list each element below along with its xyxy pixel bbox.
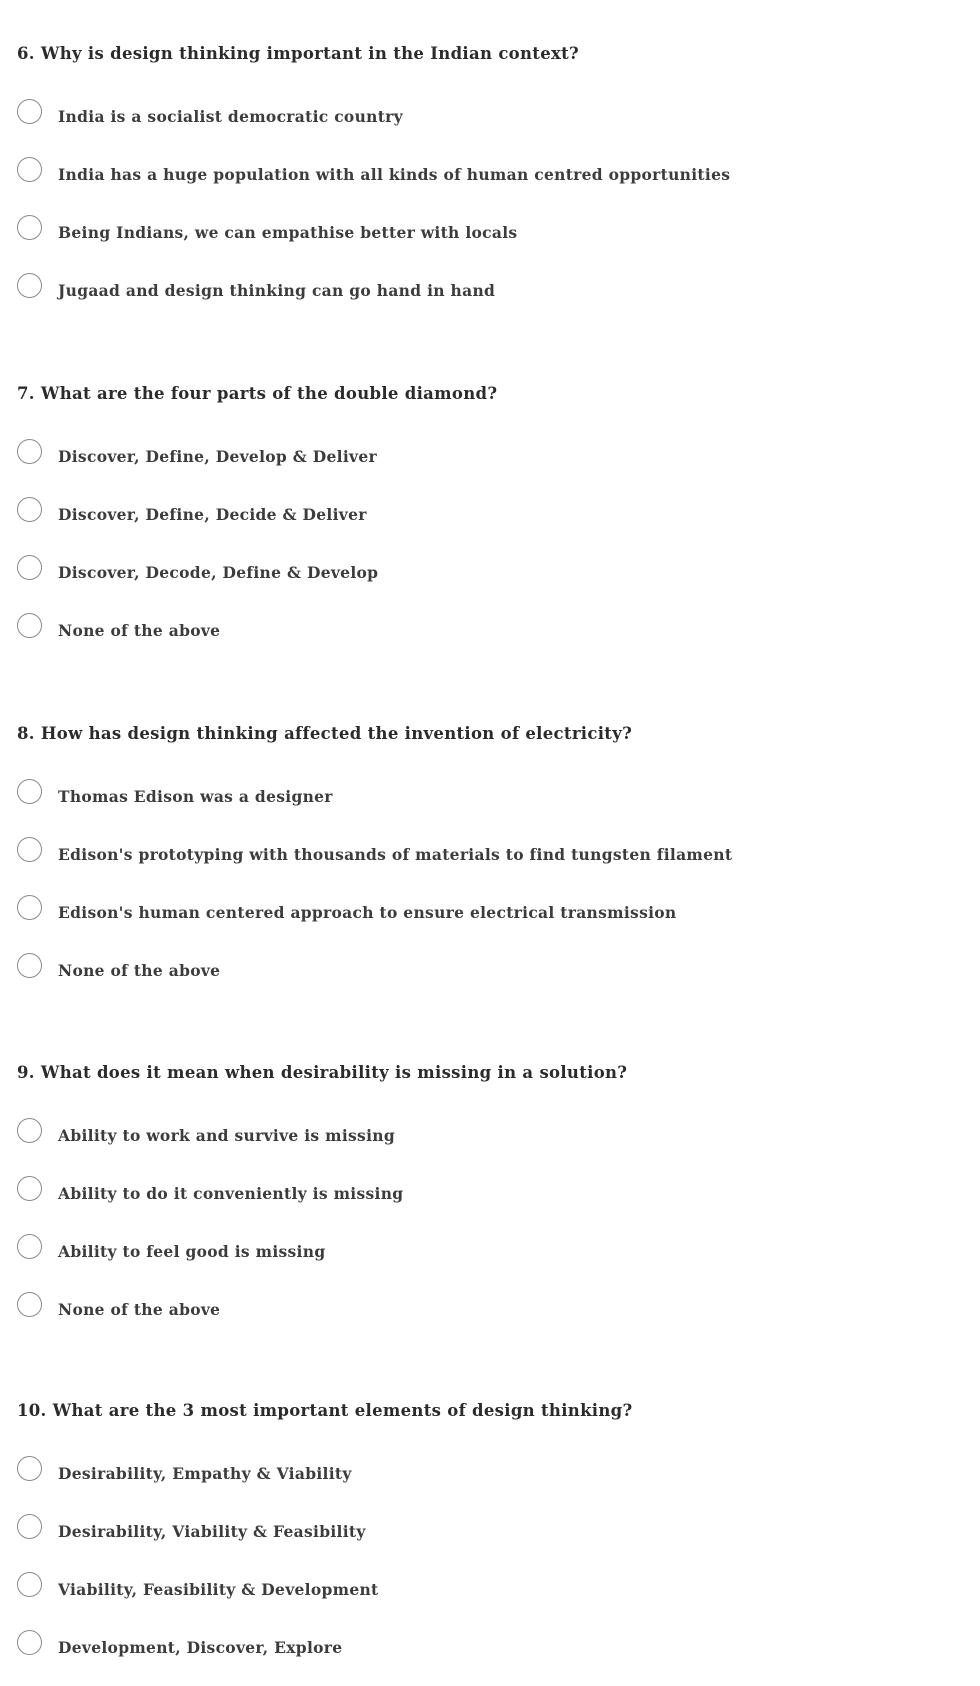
- option-9d[interactable]: [0, 1292, 900, 1332]
- option-label: None of the above: [58, 1300, 221, 1319]
- radio-button[interactable]: [17, 439, 42, 464]
- radio-button[interactable]: [17, 555, 42, 580]
- option-label: Development, Discover, Explore: [58, 1638, 343, 1657]
- option-label: Jugaad and design thinking can go hand in hand: [58, 281, 496, 300]
- option-label: Thomas Edison was a designer: [58, 787, 333, 806]
- option-label: Discover, Decode, Define & Develop: [58, 563, 379, 582]
- option-6c[interactable]: [0, 215, 900, 255]
- option-label: Desirability, Viability & Feasibility: [58, 1522, 366, 1541]
- question-title: 7. What are the four parts of the double diamond?: [17, 384, 498, 403]
- option-label: None of the above: [58, 621, 221, 640]
- option-7c[interactable]: [0, 555, 900, 595]
- radio-button[interactable]: [17, 1118, 42, 1143]
- option-label: Being Indians, we can empathise better with locals: [58, 223, 518, 242]
- option-label: Ability to do it conveniently is missing: [58, 1184, 404, 1203]
- option-label: Viability, Feasibility & Development: [58, 1580, 379, 1599]
- radio-button[interactable]: [17, 99, 42, 124]
- option-7d[interactable]: [0, 613, 900, 653]
- option-9a[interactable]: [0, 1118, 900, 1158]
- radio-button[interactable]: [17, 1292, 42, 1317]
- radio-button[interactable]: [17, 779, 42, 804]
- option-9c[interactable]: [0, 1234, 900, 1274]
- question-title: 6. Why is design thinking important in the Indian context?: [17, 44, 580, 63]
- option-8a[interactable]: [0, 779, 900, 819]
- radio-button[interactable]: [17, 895, 42, 920]
- option-10d[interactable]: [0, 1630, 900, 1670]
- option-8b[interactable]: [0, 837, 900, 877]
- radio-button[interactable]: [17, 613, 42, 638]
- option-10a[interactable]: [0, 1456, 900, 1496]
- option-label: Ability to feel good is missing: [58, 1242, 326, 1261]
- radio-button[interactable]: [17, 157, 42, 182]
- radio-button[interactable]: [17, 1234, 42, 1259]
- question-title: 9. What does it mean when desirability is missing in a solution?: [17, 1063, 628, 1082]
- option-8c[interactable]: [0, 895, 900, 935]
- radio-button[interactable]: [17, 1514, 42, 1539]
- option-10c[interactable]: [0, 1572, 900, 1612]
- option-6a[interactable]: [0, 99, 900, 139]
- option-label: India has a huge population with all kinds of human centred opportunities: [58, 165, 731, 184]
- option-label: None of the above: [58, 961, 221, 980]
- radio-button[interactable]: [17, 1630, 42, 1655]
- option-6d[interactable]: [0, 273, 900, 313]
- radio-button[interactable]: [17, 953, 42, 978]
- radio-button[interactable]: [17, 837, 42, 862]
- option-label: Edison's prototyping with thousands of materials to find tungsten filament: [58, 845, 733, 864]
- option-10b[interactable]: [0, 1514, 900, 1554]
- question-title: 8. How has design thinking affected the invention of electricity?: [17, 724, 633, 743]
- option-6b[interactable]: [0, 157, 900, 197]
- option-label: Edison's human centered approach to ensure electrical transmission: [58, 903, 677, 922]
- option-label: Desirability, Empathy & Viability: [58, 1464, 352, 1483]
- option-label: India is a socialist democratic country: [58, 107, 403, 126]
- option-label: Discover, Define, Decide & Deliver: [58, 505, 367, 524]
- option-7b[interactable]: [0, 497, 900, 537]
- radio-button[interactable]: [17, 1456, 42, 1481]
- option-7a[interactable]: [0, 439, 900, 479]
- option-8d[interactable]: [0, 953, 900, 993]
- radio-button[interactable]: [17, 1572, 42, 1597]
- radio-button[interactable]: [17, 273, 42, 298]
- question-title: 10. What are the 3 most important elements of design thinking?: [17, 1401, 633, 1420]
- option-label: Discover, Define, Develop & Deliver: [58, 447, 377, 466]
- radio-button[interactable]: [17, 1176, 42, 1201]
- option-9b[interactable]: [0, 1176, 900, 1216]
- radio-button[interactable]: [17, 497, 42, 522]
- option-label: Ability to work and survive is missing: [58, 1126, 395, 1145]
- radio-button[interactable]: [17, 215, 42, 240]
